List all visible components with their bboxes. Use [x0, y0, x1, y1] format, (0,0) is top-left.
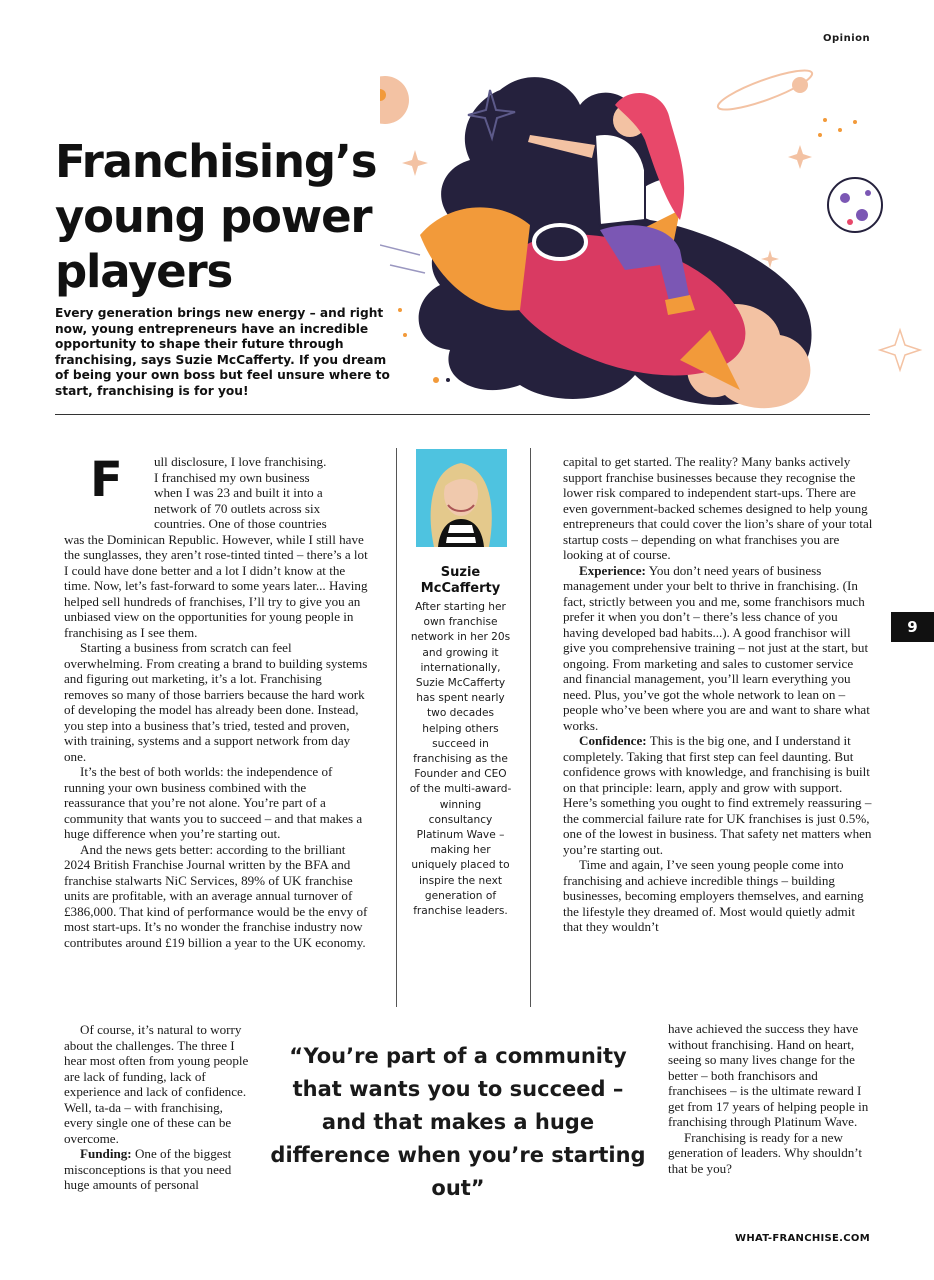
body-paragraph: capital to get started. The reality? Many banks actively support franchise businesses because they recognise the lower risk compared to independent start-ups. There are even government-backed schemes designed to help young entrepreneurs that could cover the lion’s share of your total startup costs – depending on what franchises you are looking at of course.	[563, 454, 873, 562]
closing-paragraph: Franchising is ready for a new generation of leaders. Why shouldn’t that be you?	[668, 1129, 863, 1176]
body-paragraph: It’s the best of both worlds: the independence of running your own business combined with the reassurance that you’re not alone. You’re part of a community that wants you to succeed – and that makes a huge difference when you’re starting out.	[64, 764, 363, 841]
confidence-paragraph	[563, 733, 873, 857]
page-number-tab: 9	[891, 612, 934, 642]
star-outline	[880, 330, 920, 370]
intro-lines	[64, 454, 368, 532]
ring-planet	[792, 77, 808, 93]
author-bio: After starting her own franchise network in her 20s and growing it internationally, Suzie McCafferty has spent nearly two decades helping others succeed in franchising as the Founder and CEO of the multi-award-winning consultancy Platinum Wave – making her uniquely placed to inspire the next generation of franchise leaders.	[409, 601, 512, 918]
body-paragraph: Of course, it’s natural to worry about the challenges. The three I hear most often from young people are lack of funding, lack of experience and lack of confidence. Well, ta-da – with franchising, every single one of these can be overcome.	[64, 1022, 249, 1146]
column-rule-left	[396, 448, 397, 1007]
body-paragraph: Starting a business from scratch can feel overwhelming. From creating a brand to building systems and figuring out marketing, it’s a lot. Franchising removes so many of those barriers because the hard work of developing the model has already been done. Instead, you step into a business that’s tried, tested and proven, with training, systems and a support network from day one.	[64, 640, 368, 764]
experience-text: You don’t need years of business management under your belt to thrive in franchising. (In fact, strictly between you and me, some franchisors much prefer it when you don’t – there’s less chance of you having developed bad habits...). A good franchisor will give you comprehensive training – not just at the start, but ongoing. From marketing and sales to customer service and financial management, you’ll learn everything you need. Plus, you’ve got the whole network to lean on – people who’ve been where you are and want to share what works.	[563, 562, 870, 733]
author-last-name: McCafferty	[420, 581, 501, 596]
intro-line: when I was 23 and built it into a	[154, 485, 323, 500]
rocket-window	[534, 225, 586, 259]
article-column-1	[64, 454, 368, 950]
article-column-3	[563, 454, 873, 935]
planet-orange	[380, 76, 409, 124]
experience-label: Experience:	[579, 562, 646, 578]
intro-line: ull disclosure, I love franchising.	[154, 454, 327, 469]
article-column-1-lower	[64, 1022, 252, 1193]
confidence-text: This is the big one, and I understand it completely. Taking that first step can feel daunting. But confidence grows with knowledge, and franchising is built on that principle: learn, apply and grow with support. Here’s something you ought to find extremely reassuring – the commercial failure rate for UK franchises is just 0.5%, one of the lowest in business. That safety net matters when you’re starting out.	[563, 733, 872, 857]
drop-cap: F	[90, 452, 123, 508]
headline	[55, 134, 415, 299]
funding-label: Funding:	[80, 1146, 132, 1161]
section-label: Opinion	[823, 33, 871, 44]
intro-line: countries. One of those countries	[154, 516, 327, 531]
funding-text: One of the biggest misconceptions is that you need huge amounts of personal	[64, 1146, 232, 1192]
funding-paragraph	[64, 1146, 252, 1193]
body-paragraph: have achieved the success they have without franchising. Hand on heart, seeing so many lives change for the better – both franchisors and franchisees – is the ultimate reward I get from 17 years of helping people in franchising through Platinum Wave.	[668, 1021, 869, 1129]
pull-quote: “You’re part of a community that wants you to succeed – and that makes a huge difference when you’re starting out”	[270, 1044, 646, 1200]
footer-url: WHAT-FRANCHISE.COM	[735, 1233, 870, 1244]
divider-rule	[55, 414, 870, 415]
column-rule-right	[530, 448, 531, 1007]
article-column-3-lower	[668, 1021, 873, 1176]
author-first-name: Suzie	[440, 565, 481, 580]
standfirst: Every generation brings new energy – and right now, young entrepreneurs have an incredible opportunity to shape their future through franchising, says Suzie McCafferty. If you dream of being your own boss but feel unsure where to start, franchising is for you!	[55, 306, 390, 398]
author-photo	[416, 449, 507, 547]
intro-line: I franchised my own business	[154, 469, 310, 485]
experience-paragraph	[563, 563, 873, 734]
star-small	[788, 145, 812, 169]
intro-paragraph: was the Dominican Republic. However, while I still have the sunglasses, they aren’t rose-tinted tinted – there’s a lot I could have done better and a lot I didn’t know at the time. Now, let’s fast-forward to some years later... Having helped sell hundreds of franchises, I’ll try to give you an unbiased view on the opportunities for young people in franchising as I see them.	[64, 531, 368, 640]
intro-line: network of 70 outlets across six	[154, 500, 321, 516]
rocket-girl-illustration	[380, 60, 934, 420]
planet-purple	[828, 178, 882, 232]
headline-line: young power	[55, 190, 372, 243]
author-name	[408, 565, 513, 597]
body-paragraph: And the news gets better: according to the brilliant 2024 British Franchise Journal written by the BFA and franchise stalwarts NiC Services, 89% of UK franchise units are profitable, with an average annual turnover of £386,000. That kind of performance would be the envy of most start-ups. It’s no wonder the franchise industry now contributes around £19 billion a year to the UK economy.	[64, 841, 368, 950]
body-paragraph: Time and again, I’ve seen young people come into franchising and achieve incredible things – building businesses, becoming employers themselves, and earning the lifestyle they dreamed of. Most would quietly admit that they wouldn’t	[563, 857, 864, 934]
confidence-label: Confidence:	[579, 733, 647, 748]
headline-line: Franchising’s	[55, 135, 377, 188]
headline-line: players	[55, 245, 233, 298]
